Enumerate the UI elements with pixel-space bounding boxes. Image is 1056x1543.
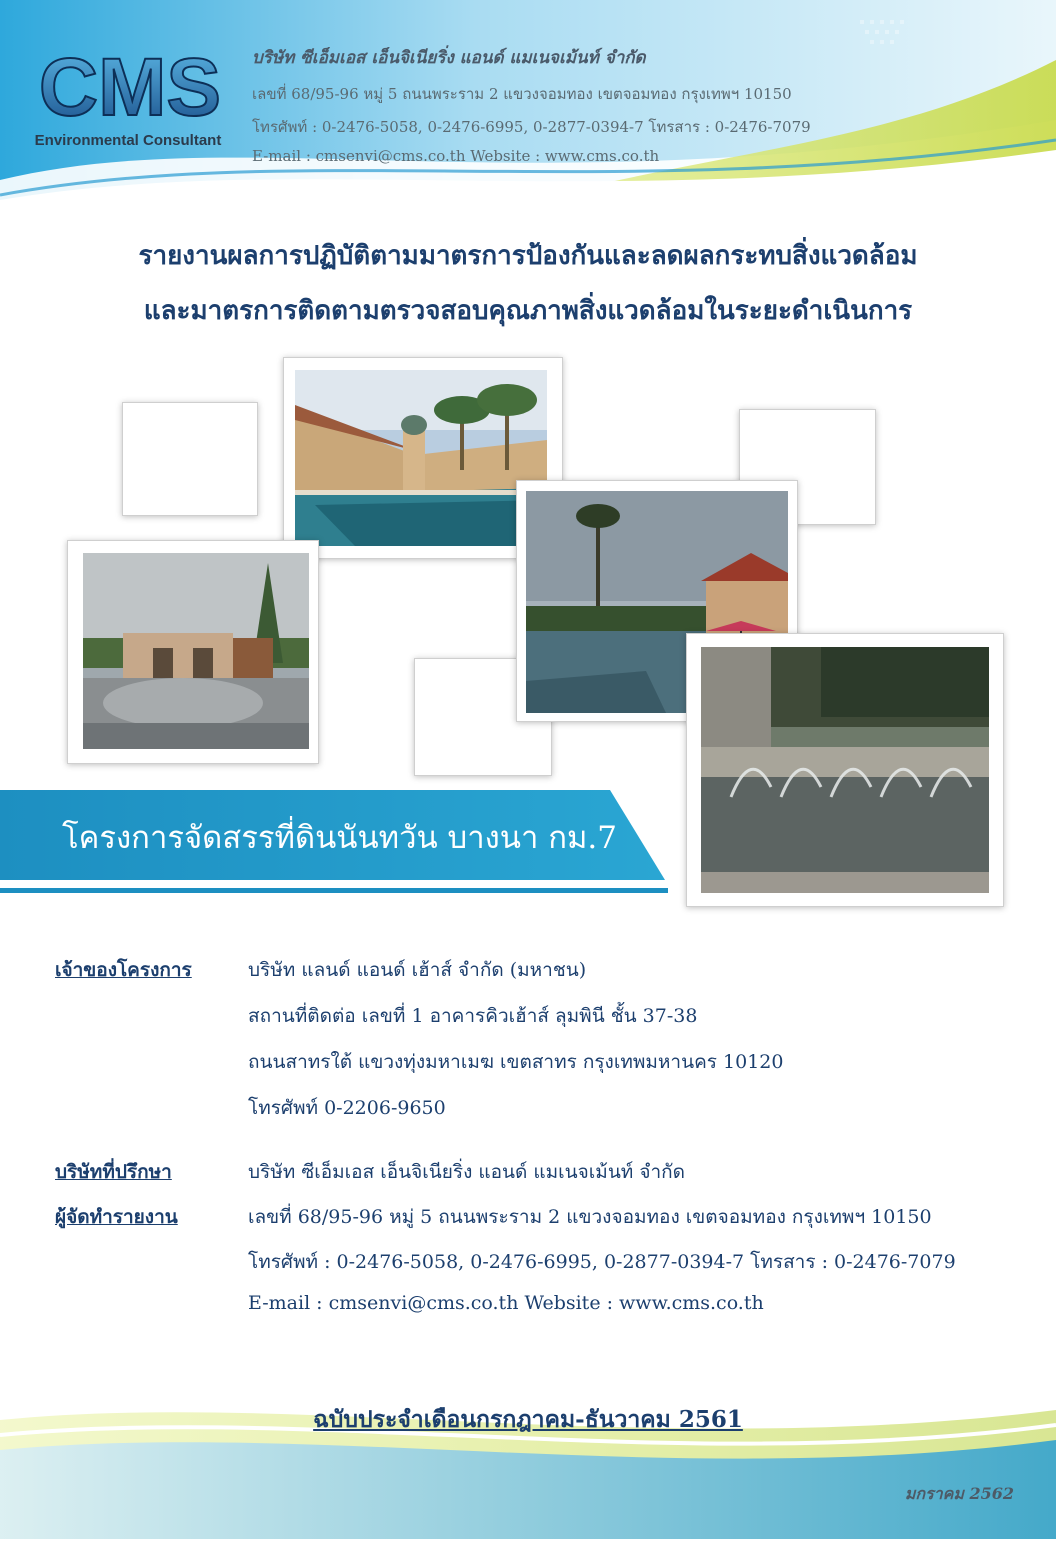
consultant-label: บริษัทที่ปรึกษา <box>55 1161 172 1183</box>
owner-line: โทรศัพท์ 0-2206-9650 <box>248 1097 446 1119</box>
publication-date: มกราคม 2562 <box>904 1484 1014 1503</box>
pool-villa-photo <box>295 370 547 546</box>
logo-text: CMS <box>38 42 222 133</box>
header-email: E-mail : cmsenvi@cms.co.th Website : www.cms.co.th <box>252 147 660 165</box>
photo-frame <box>686 633 1004 907</box>
owner-line: ถนนสาทรใต้ แขวงทุ่งมหาเมฆ เขตสาทร กรุงเทพมหานคร 10120 <box>248 1051 784 1073</box>
header-phone: โทรศัพท์ : 0-2476-5058, 0-2476-6995, 0-2877-0394-7 โทรสาร : 0-2476-7079 <box>252 118 811 136</box>
preparer-label: ผู้จัดทำรายงาน <box>55 1206 178 1228</box>
consultant-line: เลขที่ 68/95-96 หมู่ 5 ถนนพระราม 2 แขวงจอมทอง เขตจอมทอง กรุงเทพฯ 10150 <box>248 1206 932 1228</box>
owner-line: สถานที่ติดต่อ เลขที่ 1 อาคารคิวเฮ้าส์ ลุมพินี ชั้น 37-38 <box>248 1005 698 1027</box>
project-name: โครงการจัดสรรที่ดินนันทวัน บางนา กม.7 <box>62 820 618 856</box>
owner-line: บริษัท แลนด์ แอนด์ เฮ้าส์ จำกัด (มหาชน) <box>248 959 587 981</box>
consultant-line: โทรศัพท์ : 0-2476-5058, 0-2476-6995, 0-2877-0394-7 โทรสาร : 0-2476-7079 <box>248 1251 956 1273</box>
header-company-name: บริษัท ซีเอ็มเอส เอ็นจิเนียริ่ง แอนด์ แมเนจเม้นท์ จำกัด <box>252 48 646 68</box>
photo-frame <box>67 540 319 764</box>
report-title-line-2: และมาตรการติดตามตรวจสอบคุณภาพสิ่งแวดล้อมในระยะดำเนินการ <box>143 296 913 326</box>
empty-photo-frame <box>122 402 258 516</box>
consultant-line: บริษัท ซีเอ็มเอส เอ็นจิเนียริ่ง แอนด์ แมเนจเม้นท์ จำกัด <box>248 1161 686 1183</box>
report-title-line-1: รายงานผลการปฏิบัติตามมาตรการป้องกันและลดผลกระทบสิ่งแวดล้อม <box>138 241 918 271</box>
cms-logo <box>30 40 230 155</box>
logo-subtitle: Environmental Consultant <box>34 132 222 149</box>
edition-period: ฉบับประจำเดือนกรกฎาคม-ธันวาคม 2561 <box>313 1406 743 1433</box>
header-address: เลขที่ 68/95-96 หมู่ 5 ถนนพระราม 2 แขวงจอมทอง เขตจอมทอง กรุงเทพฯ 10150 <box>252 85 792 103</box>
consultant-line: E-mail : cmsenvi@cms.co.th Website : www.cms.co.th <box>248 1292 764 1314</box>
entrance-gate-photo <box>83 553 309 749</box>
fountain-photo <box>701 647 989 893</box>
owner-label: เจ้าของโครงการ <box>55 959 192 981</box>
